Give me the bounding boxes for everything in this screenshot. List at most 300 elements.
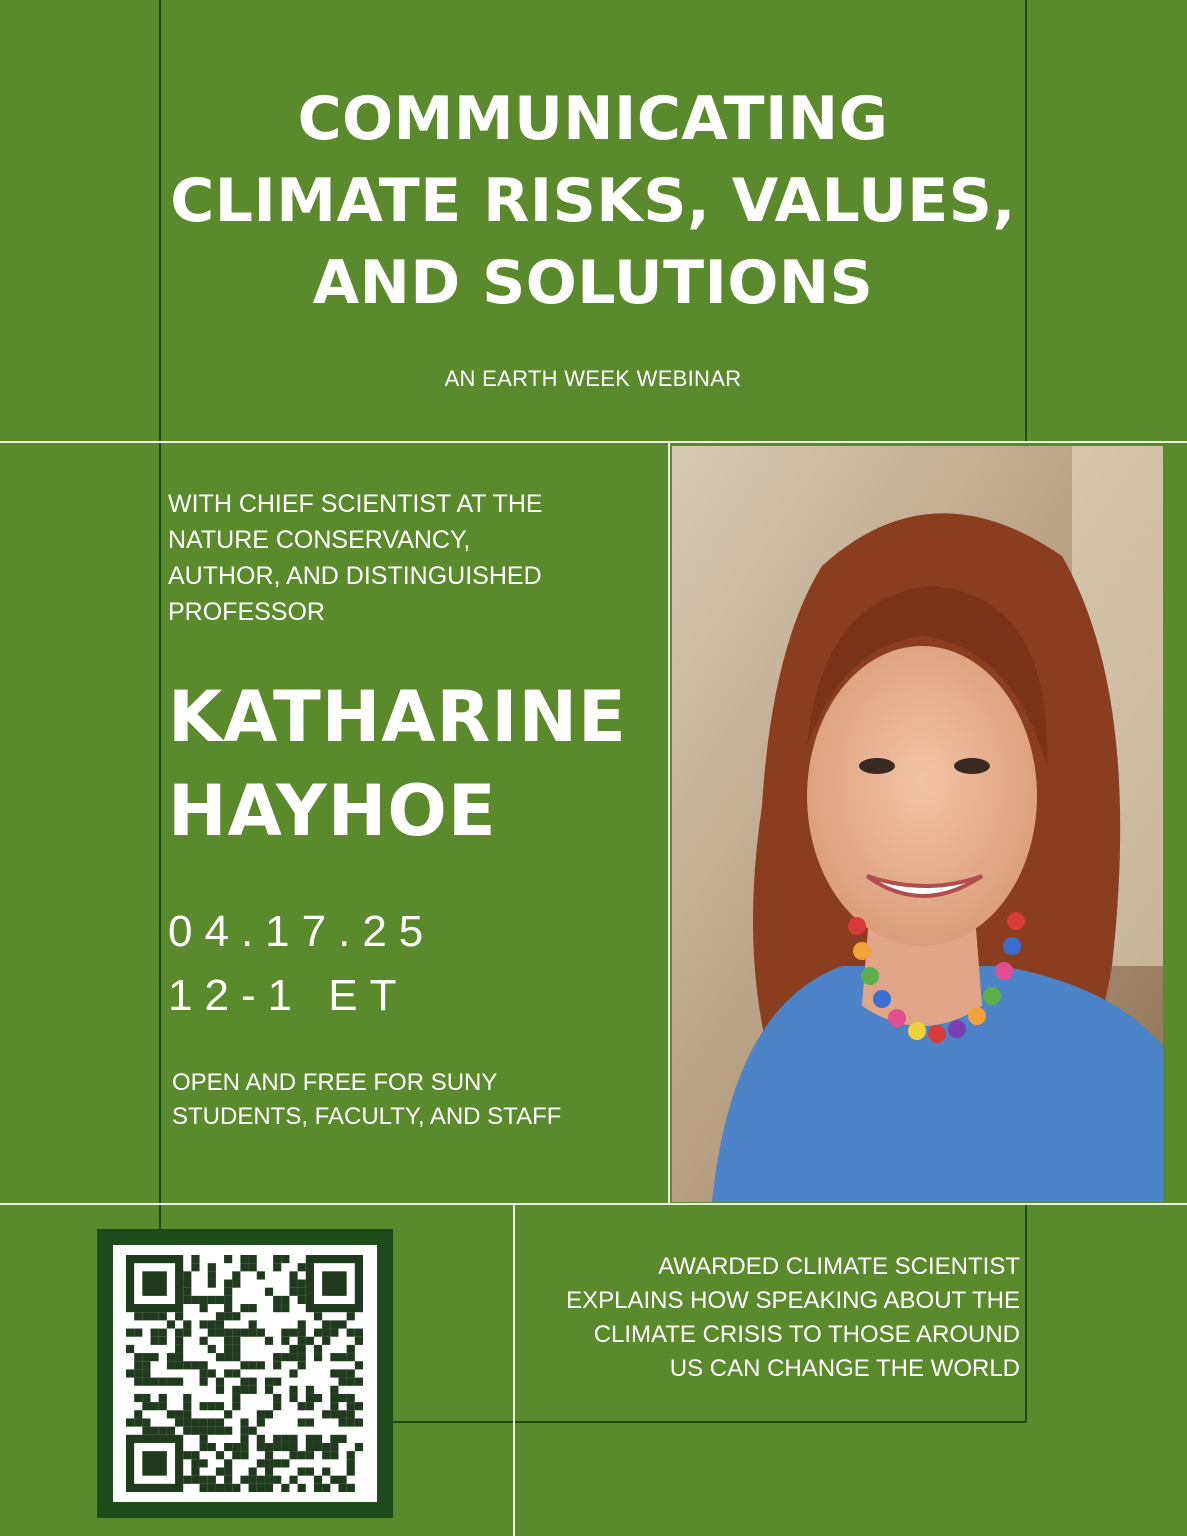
qr-module bbox=[142, 1402, 150, 1410]
qr-module bbox=[257, 1435, 265, 1443]
qr-module bbox=[142, 1451, 167, 1476]
qr-module bbox=[208, 1443, 216, 1451]
qr-module bbox=[216, 1402, 224, 1410]
qr-module bbox=[249, 1361, 257, 1369]
qr-module bbox=[142, 1312, 150, 1320]
qr-module bbox=[175, 1378, 183, 1386]
qr-module bbox=[330, 1451, 338, 1459]
event-subtitle: AN EARTH WEEK WEBINAR bbox=[444, 366, 742, 391]
qr-module bbox=[232, 1386, 240, 1394]
divider-photo bbox=[668, 443, 670, 1203]
qr-code-frame bbox=[97, 1229, 393, 1518]
event-time: 12-1 ET bbox=[168, 971, 409, 1020]
qr-module bbox=[257, 1459, 265, 1467]
speaker-name bbox=[168, 670, 658, 858]
qr-module bbox=[232, 1271, 240, 1279]
qr-module bbox=[216, 1484, 224, 1492]
qr-module bbox=[347, 1312, 355, 1320]
frame-line-bottom bbox=[393, 1421, 1027, 1423]
qr-module bbox=[183, 1418, 191, 1426]
qr-module bbox=[224, 1255, 232, 1263]
qr-module bbox=[273, 1476, 281, 1484]
qr-module bbox=[175, 1345, 183, 1353]
qr-module bbox=[159, 1378, 167, 1386]
qr-module bbox=[330, 1320, 338, 1328]
qr-module bbox=[281, 1255, 289, 1263]
qr-module bbox=[216, 1467, 224, 1475]
qr-module bbox=[257, 1361, 265, 1369]
qr-module bbox=[306, 1402, 314, 1410]
speaker-intro bbox=[168, 486, 648, 630]
qr-module bbox=[208, 1369, 216, 1377]
qr-module bbox=[200, 1443, 208, 1451]
qr-module bbox=[208, 1418, 216, 1426]
qr-module bbox=[224, 1410, 232, 1418]
qr-module bbox=[298, 1402, 306, 1410]
qr-module bbox=[289, 1369, 297, 1377]
qr-module bbox=[298, 1353, 306, 1361]
qr-module bbox=[298, 1329, 306, 1337]
qr-module bbox=[232, 1443, 240, 1451]
qr-module bbox=[175, 1337, 183, 1345]
divider-top bbox=[0, 441, 1187, 443]
title-line: COMMUNICATING bbox=[297, 84, 889, 154]
qr-module bbox=[314, 1329, 322, 1337]
qr-module bbox=[175, 1353, 183, 1361]
qr-module bbox=[355, 1329, 363, 1337]
qr-module bbox=[167, 1320, 175, 1328]
qr-module bbox=[347, 1369, 355, 1377]
qr-module bbox=[273, 1353, 281, 1361]
qr-module bbox=[224, 1459, 232, 1467]
qr-module bbox=[306, 1386, 314, 1394]
qr-module bbox=[289, 1435, 297, 1443]
qr-module bbox=[314, 1435, 322, 1443]
qr-module bbox=[200, 1402, 208, 1410]
qr-module bbox=[134, 1410, 142, 1418]
qr-module bbox=[249, 1476, 257, 1484]
qr-module bbox=[347, 1418, 355, 1426]
qr-module bbox=[298, 1280, 306, 1288]
qr-module bbox=[289, 1451, 297, 1459]
qr-module bbox=[216, 1427, 224, 1435]
qr-module bbox=[338, 1353, 346, 1361]
qr-module bbox=[216, 1329, 224, 1337]
qr-module bbox=[126, 1345, 134, 1353]
qr-module bbox=[151, 1402, 159, 1410]
qr-module bbox=[224, 1337, 232, 1345]
qr-module bbox=[134, 1361, 142, 1369]
qr-module bbox=[314, 1312, 322, 1320]
qr-module bbox=[183, 1288, 191, 1296]
qr-module bbox=[338, 1369, 346, 1377]
qr-module bbox=[183, 1271, 191, 1279]
qr-module bbox=[208, 1329, 216, 1337]
qr-module bbox=[289, 1288, 297, 1296]
qr-module bbox=[265, 1337, 273, 1345]
qr-module bbox=[240, 1329, 248, 1337]
qr-module bbox=[216, 1312, 224, 1320]
qr-module bbox=[183, 1402, 191, 1410]
qr-module bbox=[355, 1361, 363, 1369]
qr-module bbox=[224, 1443, 232, 1451]
qr-module bbox=[191, 1296, 199, 1304]
qr-module bbox=[355, 1378, 363, 1386]
qr-module bbox=[191, 1361, 199, 1369]
event-date: 04.17.25 bbox=[168, 907, 436, 956]
qr-module bbox=[330, 1369, 338, 1377]
qr-module bbox=[159, 1427, 167, 1435]
qr-module bbox=[151, 1312, 159, 1320]
eligibility-line: OPEN AND FREE FOR SUNY bbox=[172, 1069, 498, 1096]
divider-bottom-vertical bbox=[513, 1205, 515, 1536]
qr-module bbox=[240, 1378, 248, 1386]
qr-module bbox=[224, 1484, 232, 1492]
qr-module bbox=[281, 1353, 289, 1361]
qr-module bbox=[200, 1418, 208, 1426]
qr-module bbox=[289, 1280, 297, 1288]
qr-module bbox=[208, 1271, 216, 1279]
qr-module bbox=[347, 1378, 355, 1386]
qr-module bbox=[240, 1263, 248, 1271]
qr-module bbox=[126, 1329, 134, 1337]
qr-module bbox=[232, 1312, 240, 1320]
qr-module bbox=[208, 1484, 216, 1492]
qr-module bbox=[289, 1394, 297, 1402]
qr-module bbox=[183, 1329, 191, 1337]
qr-module bbox=[216, 1418, 224, 1426]
qr-module bbox=[216, 1296, 224, 1304]
qr-module bbox=[208, 1402, 216, 1410]
qr-module bbox=[183, 1410, 191, 1418]
speaker-photo bbox=[672, 446, 1163, 1202]
qr-module bbox=[322, 1271, 347, 1296]
qr-module bbox=[265, 1410, 273, 1418]
qr-module bbox=[330, 1394, 338, 1402]
qr-module bbox=[191, 1255, 199, 1263]
qr-module bbox=[273, 1296, 281, 1304]
qr-module bbox=[314, 1394, 322, 1402]
qr-module bbox=[200, 1378, 208, 1386]
qr-module bbox=[200, 1296, 208, 1304]
qr-module bbox=[200, 1484, 208, 1492]
qr-module bbox=[232, 1402, 240, 1410]
qr-module bbox=[224, 1304, 232, 1312]
qr-module bbox=[224, 1369, 232, 1377]
qr-module bbox=[232, 1353, 240, 1361]
qr-module bbox=[289, 1443, 297, 1451]
qr-module bbox=[200, 1361, 208, 1369]
event-description bbox=[540, 1250, 1020, 1386]
qr-module bbox=[298, 1320, 306, 1328]
qr-module bbox=[347, 1345, 355, 1353]
frame-line-right-lower bbox=[1025, 1205, 1027, 1423]
qr-module bbox=[151, 1353, 159, 1361]
qr-module bbox=[298, 1345, 306, 1353]
qr-module bbox=[134, 1369, 142, 1377]
qr-module bbox=[232, 1345, 240, 1353]
qr-module bbox=[273, 1459, 281, 1467]
qr-module bbox=[240, 1451, 248, 1459]
qr-module bbox=[216, 1451, 224, 1459]
qr-module bbox=[306, 1435, 314, 1443]
qr-module bbox=[200, 1369, 208, 1377]
qr-module bbox=[289, 1329, 297, 1337]
qr-module bbox=[338, 1320, 346, 1328]
qr-module bbox=[167, 1353, 175, 1361]
qr-module bbox=[330, 1435, 338, 1443]
qr-module bbox=[281, 1296, 289, 1304]
intro-line: AUTHOR, AND DISTINGUISHED bbox=[168, 562, 542, 590]
qr-module bbox=[314, 1345, 322, 1353]
qr-module bbox=[273, 1443, 281, 1451]
qr-module bbox=[208, 1263, 216, 1271]
qr-module bbox=[330, 1353, 338, 1361]
qr-module bbox=[298, 1337, 306, 1345]
qr-module bbox=[289, 1386, 297, 1394]
qr-module bbox=[191, 1418, 199, 1426]
qr-module bbox=[142, 1369, 150, 1377]
qr-module bbox=[330, 1443, 338, 1451]
qr-module bbox=[298, 1484, 306, 1492]
qr-module bbox=[273, 1378, 281, 1386]
qr-module bbox=[314, 1353, 322, 1361]
qr-module bbox=[232, 1451, 240, 1459]
qr-module bbox=[322, 1443, 330, 1451]
qr-module bbox=[224, 1280, 232, 1288]
qr-module bbox=[338, 1435, 346, 1443]
qr-module bbox=[249, 1255, 257, 1263]
qr-module bbox=[306, 1337, 314, 1345]
qr-module bbox=[142, 1394, 150, 1402]
qr-module bbox=[355, 1443, 363, 1451]
eligibility-line: STUDENTS, FACULTY, AND STAFF bbox=[172, 1103, 562, 1130]
qr-module bbox=[216, 1353, 224, 1361]
qr-module bbox=[240, 1386, 248, 1394]
qr-module bbox=[265, 1484, 273, 1492]
qr-module bbox=[265, 1443, 273, 1451]
qr-module bbox=[183, 1427, 191, 1435]
qr-module bbox=[306, 1418, 314, 1426]
qr-module bbox=[257, 1271, 265, 1279]
qr-module bbox=[200, 1476, 208, 1484]
qr-module bbox=[338, 1410, 346, 1418]
qr-module bbox=[208, 1427, 216, 1435]
qr-module bbox=[281, 1459, 289, 1467]
qr-module bbox=[281, 1435, 289, 1443]
speaker-portrait-illustration bbox=[672, 446, 1163, 1202]
description-line: US CAN CHANGE THE WORLD bbox=[669, 1355, 1020, 1382]
qr-module bbox=[224, 1312, 232, 1320]
qr-module bbox=[298, 1467, 306, 1475]
qr-module bbox=[208, 1320, 216, 1328]
qr-module bbox=[191, 1427, 199, 1435]
qr-module bbox=[306, 1467, 314, 1475]
qr-module bbox=[265, 1451, 273, 1459]
qr-module bbox=[183, 1394, 191, 1402]
qr-module bbox=[224, 1296, 232, 1304]
qr-module bbox=[338, 1394, 346, 1402]
qr-module bbox=[298, 1296, 306, 1304]
qr-module bbox=[281, 1337, 289, 1345]
qr-module bbox=[240, 1443, 248, 1451]
qr-module bbox=[330, 1329, 338, 1337]
qr-module bbox=[322, 1467, 330, 1475]
qr-module bbox=[224, 1476, 232, 1484]
qr-module bbox=[322, 1410, 330, 1418]
qr-module bbox=[249, 1329, 257, 1337]
speaker-name-line: KATHARINE bbox=[168, 676, 627, 758]
qr-module bbox=[183, 1320, 191, 1328]
qr-module bbox=[240, 1361, 248, 1369]
qr-module bbox=[314, 1484, 322, 1492]
qr-code[interactable] bbox=[113, 1245, 377, 1502]
qr-module bbox=[224, 1288, 232, 1296]
qr-module bbox=[273, 1402, 281, 1410]
qr-module bbox=[347, 1329, 355, 1337]
qr-module bbox=[240, 1427, 248, 1435]
qr-module bbox=[322, 1320, 330, 1328]
qr-module bbox=[134, 1394, 142, 1402]
qr-module bbox=[265, 1378, 273, 1386]
qr-module bbox=[208, 1296, 216, 1304]
qr-module bbox=[355, 1337, 363, 1345]
qr-module bbox=[330, 1476, 338, 1484]
qr-module bbox=[338, 1476, 346, 1484]
intro-line: WITH CHIEF SCIENTIST AT THE bbox=[168, 490, 543, 518]
qr-module bbox=[355, 1402, 363, 1410]
qr-module bbox=[347, 1353, 355, 1361]
qr-module bbox=[159, 1337, 167, 1345]
qr-module bbox=[200, 1304, 208, 1312]
qr-module bbox=[183, 1476, 191, 1484]
qr-module bbox=[265, 1467, 273, 1475]
qr-module bbox=[249, 1378, 257, 1386]
qr-module bbox=[200, 1320, 208, 1328]
qr-module bbox=[134, 1329, 142, 1337]
qr-module bbox=[298, 1263, 306, 1271]
qr-module bbox=[306, 1451, 314, 1459]
qr-module bbox=[175, 1410, 183, 1418]
qr-module bbox=[208, 1345, 216, 1353]
qr-module bbox=[273, 1255, 281, 1263]
qr-module bbox=[142, 1361, 150, 1369]
qr-module bbox=[347, 1484, 355, 1492]
qr-module bbox=[257, 1329, 265, 1337]
qr-module bbox=[265, 1459, 273, 1467]
qr-module bbox=[249, 1386, 257, 1394]
qr-module bbox=[273, 1361, 281, 1369]
qr-module bbox=[142, 1378, 150, 1386]
qr-module bbox=[159, 1394, 167, 1402]
qr-module bbox=[265, 1386, 273, 1394]
qr-module bbox=[200, 1459, 208, 1467]
qr-module bbox=[240, 1418, 248, 1426]
qr-module bbox=[240, 1476, 248, 1484]
qr-module bbox=[183, 1451, 191, 1459]
qr-module bbox=[347, 1451, 355, 1459]
qr-module bbox=[240, 1304, 248, 1312]
qr-module bbox=[347, 1459, 355, 1467]
qr-module bbox=[216, 1378, 224, 1386]
qr-module bbox=[175, 1329, 183, 1337]
qr-module bbox=[175, 1312, 183, 1320]
qr-module bbox=[249, 1304, 257, 1312]
qr-module bbox=[151, 1337, 159, 1345]
qr-module bbox=[281, 1304, 289, 1312]
qr-module bbox=[347, 1394, 355, 1402]
qr-module bbox=[273, 1435, 281, 1443]
qr-module bbox=[232, 1329, 240, 1337]
qr-module bbox=[167, 1410, 175, 1418]
qr-module bbox=[134, 1312, 142, 1320]
qr-module bbox=[347, 1467, 355, 1475]
qr-module bbox=[281, 1484, 289, 1492]
qr-module bbox=[322, 1337, 330, 1345]
qr-module bbox=[224, 1467, 232, 1475]
qr-module bbox=[298, 1361, 306, 1369]
qr-module bbox=[289, 1271, 297, 1279]
qr-module bbox=[338, 1418, 346, 1426]
qr-module bbox=[142, 1353, 150, 1361]
qr-module bbox=[322, 1451, 330, 1459]
qr-module bbox=[183, 1280, 191, 1288]
qr-module bbox=[289, 1476, 297, 1484]
description-line: CLIMATE CRISIS TO THOSE AROUND bbox=[593, 1321, 1020, 1348]
qr-module bbox=[159, 1329, 167, 1337]
event-title bbox=[160, 78, 1026, 324]
qr-module bbox=[191, 1467, 199, 1475]
eligibility-note bbox=[172, 1066, 652, 1134]
qr-module bbox=[208, 1476, 216, 1484]
qr-module bbox=[298, 1451, 306, 1459]
qr-module bbox=[191, 1476, 199, 1484]
qr-module bbox=[249, 1467, 257, 1475]
qr-module bbox=[249, 1263, 257, 1271]
qr-module bbox=[257, 1484, 265, 1492]
qr-module bbox=[167, 1427, 175, 1435]
title-line: AND SOLUTIONS bbox=[312, 248, 874, 318]
qr-module bbox=[142, 1418, 150, 1426]
qr-module bbox=[134, 1353, 142, 1361]
qr-module bbox=[257, 1418, 265, 1426]
qr-module bbox=[281, 1329, 289, 1337]
description-line: AWARDED CLIMATE SCIENTIST bbox=[658, 1253, 1020, 1280]
qr-module bbox=[257, 1476, 265, 1484]
qr-module bbox=[183, 1361, 191, 1369]
qr-module bbox=[134, 1378, 142, 1386]
qr-module bbox=[175, 1418, 183, 1426]
qr-module bbox=[249, 1484, 257, 1492]
qr-module bbox=[338, 1484, 346, 1492]
qr-module bbox=[281, 1443, 289, 1451]
qr-module bbox=[183, 1296, 191, 1304]
qr-module bbox=[191, 1263, 199, 1271]
qr-module bbox=[355, 1418, 363, 1426]
qr-module bbox=[322, 1484, 330, 1492]
qr-module bbox=[330, 1402, 338, 1410]
qr-module bbox=[306, 1443, 314, 1451]
intro-line: NATURE CONSERVANCY, bbox=[168, 526, 471, 554]
qr-module bbox=[330, 1386, 338, 1394]
qr-module bbox=[151, 1427, 159, 1435]
qr-module bbox=[232, 1369, 240, 1377]
qr-module bbox=[200, 1337, 208, 1345]
qr-module bbox=[216, 1386, 224, 1394]
qr-module bbox=[249, 1320, 257, 1328]
qr-module bbox=[338, 1378, 346, 1386]
qr-module bbox=[224, 1427, 232, 1435]
